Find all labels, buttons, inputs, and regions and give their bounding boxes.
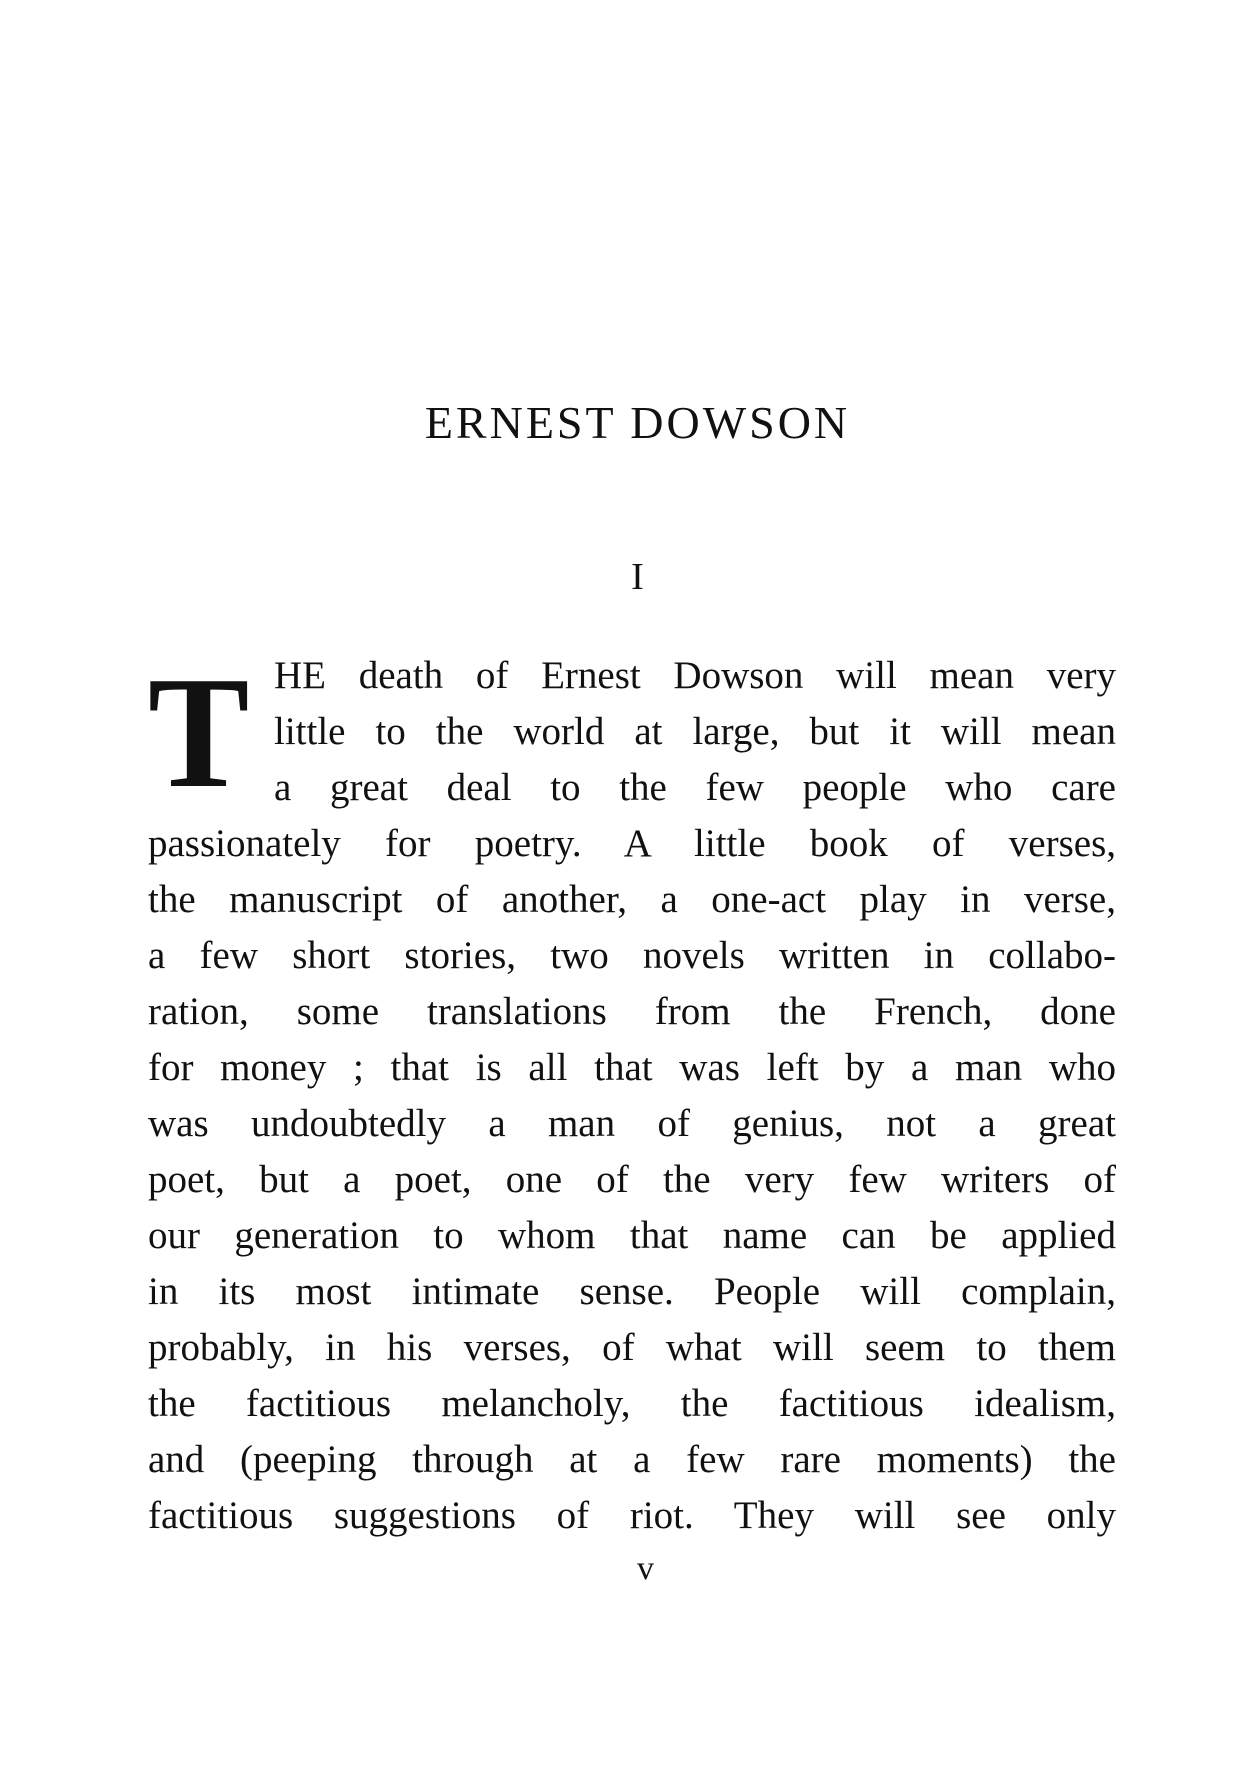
text-line: poet, but a poet, one of the very few writers of: [148, 1158, 1116, 1201]
section-number: I: [631, 556, 644, 598]
text-line: ration, some translations from the French, done: [148, 990, 1116, 1033]
text-line: was undoubtedly a man of genius, not a great: [148, 1102, 1116, 1145]
text-line: passionately for poetry. A little book of verses,: [148, 822, 1116, 865]
page-title: ERNEST DOWSON: [424, 397, 851, 448]
text-line: a great deal to the few people who care: [274, 766, 1116, 809]
text-line: the manuscript of another, a one-act play in verse,: [148, 878, 1116, 921]
drop-cap-initial: T: [148, 643, 250, 821]
text-line: and (peeping through at a few rare moments) the: [148, 1438, 1116, 1481]
text-line: in its most intimate sense. People will complain,: [148, 1270, 1116, 1313]
body-paragraph: [148, 643, 1116, 1544]
text-line: factitious suggestions of riot. They will see only: [148, 1494, 1116, 1537]
text-line: a few short stories, two novels written in collabo-: [148, 934, 1116, 977]
page-number: v: [637, 1550, 654, 1587]
text-line: little to the world at large, but it will mean: [274, 710, 1116, 753]
text-line: the factitious melancholy, the factitious idealism,: [148, 1382, 1116, 1425]
text-line: for money ; that is all that was left by a man who: [148, 1046, 1116, 1089]
text-line: probably, in his verses, of what will seem to them: [148, 1326, 1116, 1369]
text-line: our generation to whom that name can be applied: [148, 1214, 1116, 1257]
text-line: HE death of Ernest Dowson will mean very: [274, 654, 1116, 697]
